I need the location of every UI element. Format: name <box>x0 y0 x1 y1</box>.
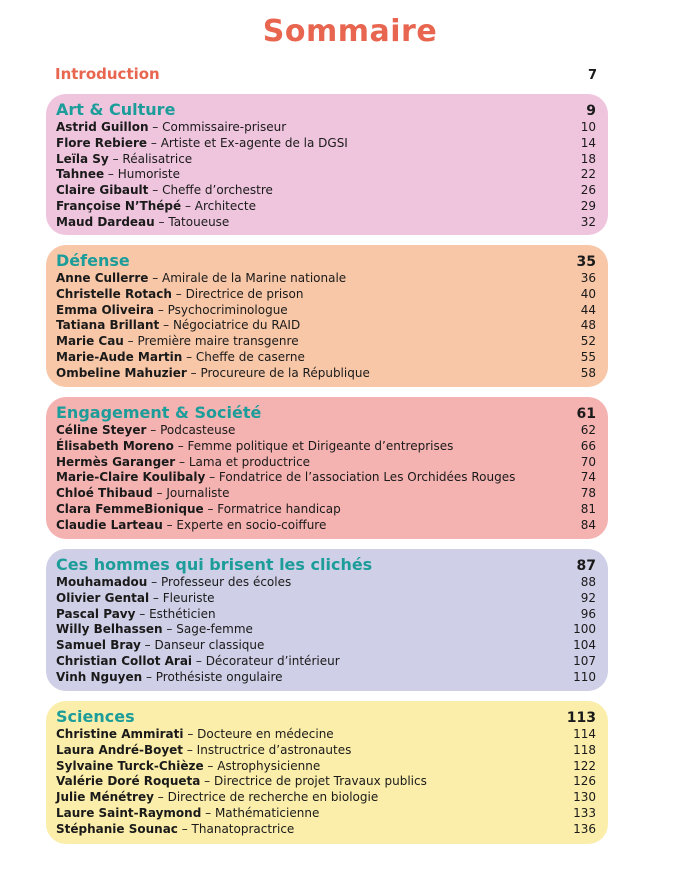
entry-name: Françoise N’Thépé <box>56 198 182 213</box>
entry-role: Femme politique et Dirigeante d’entreprises <box>187 438 454 453</box>
entry-page-number: 114 <box>573 727 596 741</box>
toc-entry[interactable] <box>56 774 596 790</box>
toc-entry[interactable] <box>56 670 596 686</box>
entry-role: Architecte <box>194 198 256 213</box>
entry-page-number: 118 <box>573 742 596 757</box>
entry-page-number: 126 <box>573 774 596 789</box>
section-page-number: 9 <box>586 103 596 119</box>
toc-entry[interactable] <box>56 622 596 638</box>
entry-name: Tahnee <box>56 167 105 182</box>
entry-page-number: 18 <box>580 151 596 166</box>
entry-role: Tatoueuse <box>168 214 230 229</box>
toc-entry[interactable] <box>56 806 596 822</box>
entry-page-number: 84 <box>580 517 596 532</box>
entry-role: Négociatrice du RAID <box>172 318 301 333</box>
entry-text <box>56 215 229 231</box>
entry-name: Julie Ménétrey <box>56 790 154 805</box>
toc-entry[interactable] <box>56 502 596 518</box>
entry-role: Docteure en médecine <box>197 727 334 741</box>
entry-name: Élisabeth Moreno <box>56 438 174 453</box>
entry-separator: – <box>171 286 186 301</box>
section-4 <box>46 549 608 691</box>
section-heading[interactable] <box>56 403 596 423</box>
section-heading[interactable] <box>56 251 596 271</box>
entry-separator: – <box>162 622 177 637</box>
entry-name: Sylvaine Turck-Chièze <box>56 758 204 773</box>
entry-page-number: 22 <box>580 167 596 182</box>
section-title: Sciences <box>56 707 135 726</box>
entry-name: Laura André-Boyet <box>56 742 184 757</box>
entry-page-number: 58 <box>580 365 596 380</box>
entry-name: Stéphanie Sounac <box>56 821 178 836</box>
entry-separator: – <box>173 438 188 453</box>
entry-name: Mouhamadou <box>56 575 148 589</box>
entry-page-number: 14 <box>580 135 596 150</box>
entry-page-number: 62 <box>580 423 596 437</box>
entry-role: Directrice de projet Travaux publics <box>214 774 427 789</box>
entry-page-number: 55 <box>580 349 596 364</box>
entry-text <box>56 575 291 591</box>
entry-separator: – <box>146 423 161 437</box>
entry-role: Procureure de la République <box>200 365 370 380</box>
entry-page-number: 44 <box>580 302 596 317</box>
toc-entry[interactable] <box>56 591 596 607</box>
toc-entry[interactable] <box>56 790 596 806</box>
toc-entry[interactable] <box>56 318 596 334</box>
entry-name: Marie Cau <box>56 334 124 349</box>
entry-separator: – <box>175 454 189 469</box>
entry-role: Astrophysicienne <box>217 758 321 773</box>
entry-role: Danseur classique <box>154 638 265 653</box>
entry-name: Pascal Pavy <box>56 606 136 621</box>
entry-name: Tatiana Brillant <box>56 318 160 333</box>
entry-page-number: 130 <box>573 790 596 805</box>
entry-role: Cheffe de caserne <box>195 349 305 364</box>
entry-name: Laure Saint-Raymond <box>56 805 202 820</box>
introduction-label: Introduction <box>55 65 160 83</box>
entry-text <box>56 423 235 439</box>
entry-page-number: 96 <box>580 606 596 621</box>
entry-role: Première maire transgenre <box>137 334 299 349</box>
entry-text <box>56 199 256 215</box>
section-heading[interactable] <box>56 555 596 575</box>
entry-role: Réalisatrice <box>122 151 193 166</box>
toc-entry[interactable] <box>56 607 596 623</box>
section-heading[interactable] <box>56 100 596 120</box>
section-2 <box>46 245 608 387</box>
section-title: Art & Culture <box>56 100 176 119</box>
entry-separator: – <box>149 590 163 605</box>
entry-name: Samuel Bray <box>56 638 141 653</box>
section-page-number: 61 <box>576 406 596 422</box>
entry-page-number: 133 <box>573 805 596 820</box>
entry-page-number: 70 <box>580 454 596 469</box>
toc-entry[interactable] <box>56 727 596 743</box>
entry-page-number: 40 <box>580 286 596 301</box>
entry-separator: – <box>205 470 219 485</box>
entry-separator: – <box>177 821 192 836</box>
entry-name: Clara FemmeBionique <box>56 501 204 516</box>
entry-role: Fleuriste <box>162 590 215 605</box>
toc-entry[interactable] <box>56 638 596 654</box>
entry-text <box>56 287 303 303</box>
entry-text <box>56 727 334 743</box>
entry-separator: – <box>181 198 195 213</box>
entry-separator: – <box>153 790 168 805</box>
entry-role: Lama et productrice <box>188 454 311 469</box>
toc-entry[interactable] <box>56 575 596 591</box>
section-page-number: 87 <box>576 558 596 574</box>
entry-text <box>56 271 346 287</box>
toc-entry[interactable] <box>56 423 596 439</box>
toc-entry[interactable] <box>56 439 596 455</box>
entry-role: Experte en socio-coiffure <box>176 517 327 532</box>
entry-name: Willy Belhassen <box>56 622 163 637</box>
entry-page-number: 66 <box>580 438 596 453</box>
toc-entry[interactable] <box>56 334 596 350</box>
entry-name: Marie-Aude Martin <box>56 349 183 364</box>
entry-text <box>56 183 273 199</box>
toc-entry[interactable] <box>56 366 596 382</box>
entry-text <box>56 366 370 382</box>
entry-name: Christelle Rotach <box>56 286 172 301</box>
entry-separator: – <box>148 120 163 134</box>
entry-text <box>56 470 515 486</box>
entry-text <box>56 439 453 455</box>
entry-page-number: 88 <box>580 575 596 589</box>
entry-page-number: 107 <box>573 653 596 668</box>
entry-page-number: 136 <box>573 821 596 836</box>
entry-text <box>56 638 264 654</box>
entry-text <box>56 152 192 168</box>
entry-role: Artiste et Ex-agente de la DGSI <box>160 135 348 150</box>
toc-entry[interactable] <box>56 455 596 471</box>
entry-page-number: 104 <box>573 638 596 653</box>
entry-page-number: 110 <box>573 669 596 684</box>
entry-text <box>56 303 288 319</box>
entry-name: Emma Oliveira <box>56 302 154 317</box>
entry-separator: – <box>159 318 173 333</box>
toc-entry[interactable] <box>56 518 596 534</box>
entry-page-number: 52 <box>580 334 596 349</box>
entry-text <box>56 670 283 686</box>
entry-role: Thanatopractrice <box>191 821 295 836</box>
entry-name: Hermès Garanger <box>56 454 176 469</box>
section-heading[interactable] <box>56 707 596 727</box>
section-title: Défense <box>56 251 130 270</box>
page-title: Sommaire <box>262 14 438 49</box>
entry-role: Instructrice d’astronautes <box>196 742 352 757</box>
toc-entry[interactable] <box>56 120 596 136</box>
entry-name: Ombeline Mahuzier <box>56 365 187 380</box>
entry-text <box>56 518 326 534</box>
entry-separator: – <box>200 774 214 789</box>
entry-name: Claudie Larteau <box>56 517 163 532</box>
section-title: Ces hommes qui brisent les clichés <box>56 555 373 574</box>
entry-separator: – <box>148 271 163 285</box>
entry-name: Astrid Guillon <box>56 120 149 134</box>
section-3 <box>46 397 608 539</box>
entry-separator: – <box>182 349 196 364</box>
toc-entry[interactable] <box>56 470 596 486</box>
entry-role: Directrice de recherche en biologie <box>167 790 379 805</box>
entry-separator: – <box>192 653 206 668</box>
entry-page-number: 81 <box>580 501 596 516</box>
section-5 <box>46 701 608 844</box>
entry-separator: – <box>186 365 201 380</box>
toc-entry[interactable] <box>56 152 596 168</box>
entry-text <box>56 318 300 334</box>
entry-text <box>56 607 216 623</box>
entry-page-number: 26 <box>580 183 596 198</box>
entry-role: Podcasteuse <box>160 423 236 437</box>
entry-name: Céline Steyer <box>56 423 147 437</box>
entry-role: Sage-femme <box>176 622 253 637</box>
entry-separator: – <box>162 517 177 532</box>
entry-text <box>56 136 348 152</box>
entry-page-number: 32 <box>580 214 596 229</box>
entry-name: Valérie Doré Roqueta <box>56 774 201 789</box>
toc-entry[interactable] <box>56 215 596 231</box>
toc-entry[interactable] <box>56 199 596 215</box>
entry-separator: – <box>147 575 161 589</box>
entry-separator: – <box>142 669 156 684</box>
entry-role: Prothésiste ongulaire <box>155 669 283 684</box>
entry-separator: – <box>152 486 167 501</box>
entry-role: Amirale de la Marine nationale <box>162 271 347 285</box>
entry-text <box>56 806 319 822</box>
entry-text <box>56 790 378 806</box>
entry-separator: – <box>183 742 197 757</box>
entry-text <box>56 743 351 759</box>
entry-page-number: 78 <box>580 486 596 501</box>
entry-text <box>56 455 310 471</box>
entry-role: Humoriste <box>117 167 181 182</box>
entry-role: Directrice de prison <box>185 286 304 301</box>
entry-separator: – <box>154 214 169 229</box>
entry-separator: – <box>203 758 218 773</box>
entry-role: Journaliste <box>166 486 230 501</box>
entry-role: Mathématicienne <box>214 805 320 820</box>
entry-page-number: 122 <box>573 758 596 773</box>
entry-text <box>56 774 427 790</box>
entry-separator: – <box>148 183 163 198</box>
entry-name: Vinh Nguyen <box>56 669 143 684</box>
entry-text <box>56 334 299 350</box>
entry-role: Professeur des écoles <box>161 575 292 589</box>
entry-text <box>56 822 294 838</box>
toc-entry[interactable] <box>56 654 596 670</box>
section-1 <box>46 94 608 235</box>
section-page-number: 113 <box>566 710 596 726</box>
entry-separator: – <box>135 606 150 621</box>
toc-entry[interactable] <box>56 136 596 152</box>
entry-page-number: 29 <box>580 198 596 213</box>
section-page-number: 35 <box>576 254 596 270</box>
entry-text <box>56 167 180 183</box>
entry-page-number: 10 <box>580 120 596 134</box>
entry-page-number: 92 <box>580 590 596 605</box>
entry-text <box>56 502 341 518</box>
entry-page-number: 100 <box>573 622 596 637</box>
entry-role: Cheffe d’orchestre <box>162 183 273 198</box>
entry-text <box>56 654 340 670</box>
entry-text <box>56 622 253 638</box>
entry-separator: – <box>201 805 215 820</box>
entry-separator: – <box>203 501 218 516</box>
entry-separator: – <box>154 302 168 317</box>
introduction-entry[interactable] <box>55 65 597 83</box>
toc-entry[interactable] <box>56 350 596 366</box>
toc-entry[interactable] <box>56 486 596 502</box>
section-title: Engagement & Société <box>56 403 262 422</box>
entry-text <box>56 120 286 136</box>
entry-name: Marie-Claire Koulibaly <box>56 470 206 485</box>
toc-entry[interactable] <box>56 303 596 319</box>
entry-separator: – <box>108 151 123 166</box>
toc-entry[interactable] <box>56 167 596 183</box>
entry-role: Décorateur d’intérieur <box>205 653 340 668</box>
entry-separator: – <box>104 167 118 182</box>
entry-name: Chloé Thibaud <box>56 486 153 501</box>
entry-name: Anne Cullerre <box>56 271 149 285</box>
toc-entry[interactable] <box>56 822 596 838</box>
toc-entry[interactable] <box>56 271 596 287</box>
entry-role: Commissaire-priseur <box>162 120 287 134</box>
entry-role: Psychocriminologue <box>167 302 288 317</box>
entry-page-number: 36 <box>580 271 596 285</box>
entry-text <box>56 759 320 775</box>
introduction-page: 7 <box>587 68 597 83</box>
entry-name: Flore Rebiere <box>56 135 148 150</box>
entry-text <box>56 486 230 502</box>
entry-separator: – <box>183 727 198 741</box>
entry-name: Christine Ammirati <box>56 727 184 741</box>
entry-separator: – <box>147 135 161 150</box>
entry-role: Fondatrice de l’association Les Orchidées Rouges <box>218 470 516 485</box>
entry-name: Maud Dardeau <box>56 214 155 229</box>
entry-role: Esthéticien <box>149 606 216 621</box>
entry-text <box>56 350 305 366</box>
toc-entry[interactable] <box>56 183 596 199</box>
toc-entry[interactable] <box>56 287 596 303</box>
entry-name: Christian Collot Arai <box>56 653 193 668</box>
entry-role: Formatrice handicap <box>217 501 341 516</box>
entry-separator: – <box>123 334 138 349</box>
entry-name: Olivier Gental <box>56 590 150 605</box>
toc-entry[interactable] <box>56 743 596 759</box>
entry-page-number: 74 <box>580 470 596 485</box>
entry-name: Leïla Sy <box>56 151 109 166</box>
entry-text <box>56 591 215 607</box>
entry-name: Claire Gibault <box>56 183 149 198</box>
toc-entry[interactable] <box>56 759 596 775</box>
entry-page-number: 48 <box>580 318 596 333</box>
entry-separator: – <box>140 638 155 653</box>
